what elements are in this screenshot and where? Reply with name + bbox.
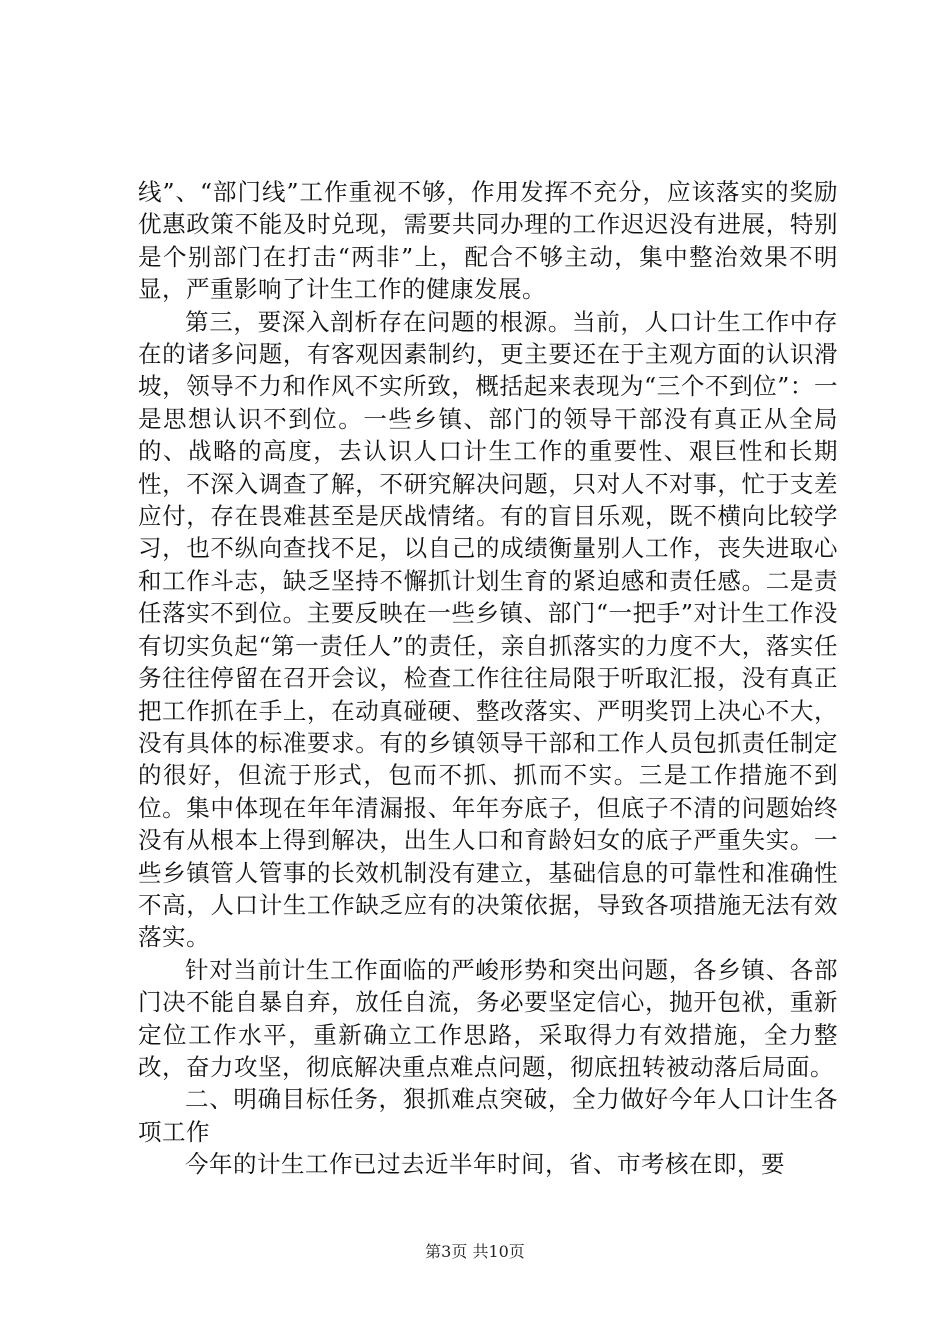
paragraph-2: 第三，要深入剖析存在问题的根源。当前，人口计生工作中存在的诸多问题，有客观因素制约，更主要还在于主观方面的认识滑坡，领导不力和作风不实所致，概括起来表现为“三个不到位”：一是思想认识不到位。一些乡镇、部门的领导干部没有真正从全局的、战略的高度，去认识人口计生工作的重要性、艰巨性和长期性，不深入调查了解，不研究解决问题，只对人不对事，忙于支差应付，存在畏难甚至是厌战情绪。有的盲目乐观，既不横向比较学习，也不纵向查找不足，以自己的成绩衡量别人工作，丧失进取心和工作斗志，缺乏坚持不懈抓计划生育的紧迫感和责任感。二是责任落实不到位。主要反映在一些乡镇、部门“一把手”对计生工作没有切实负起“第一责任人”的责任，亲自抓落实的力度不大，落实任务往往停留在召开会议，检查工作往往局限于听取汇报，没有真正把工作抓在手上，在动真碰硬、整改落实、严明奖罚上决心不大，没有具体的标准要求。有的乡镇领导干部和工作人员包抓责任制定的很好，但流于形式，包而不抓、抓而不实。三是工作措施不到位。集中体现在年年清漏报、年年夯底子，但底子不清的问题始终没有从根本上得到解决，出生人口和育龄妇女的底子严重失实。一些乡镇管人管事的长效机制没有建立，基础信息的可靠性和准确性不高，人口计生工作缺乏应有的决策依据，导致各项措施无法有效落实。	[138, 307, 838, 952]
document-body	[138, 176, 838, 1181]
section-heading: 二、明确目标任务，狠抓难点突破，全力做好今年人口计生各项工作	[138, 1085, 838, 1146]
paragraph-4: 今年的计生工作已过去近半年时间，省、市考核在即，要	[185, 1150, 785, 1179]
page-footer: 第3页 共10页	[425, 1242, 525, 1261]
paragraph-1: 线”、“部门线”工作重视不够，作用发挥不充分，应该落实的奖励优惠政策不能及时兑现，需要共同办理的工作迟迟没有进展，特别是个别部门在打击“两非”上，配合不够主动，集中整治效果不明显，严重影响了计生工作的健康发展。	[138, 178, 838, 304]
paragraph-3: 针对当前计生工作面临的严峻形势和突出问题，各乡镇、各部门决不能自暴自弃，放任自流，务必要坚定信心，抛开包袱，重新定位工作水平，重新确立工作思路，采取得力有效措施，全力整改，奋力攻坚，彻底解决重点难点问题，彻底扭转被动落后局面。	[138, 955, 838, 1081]
